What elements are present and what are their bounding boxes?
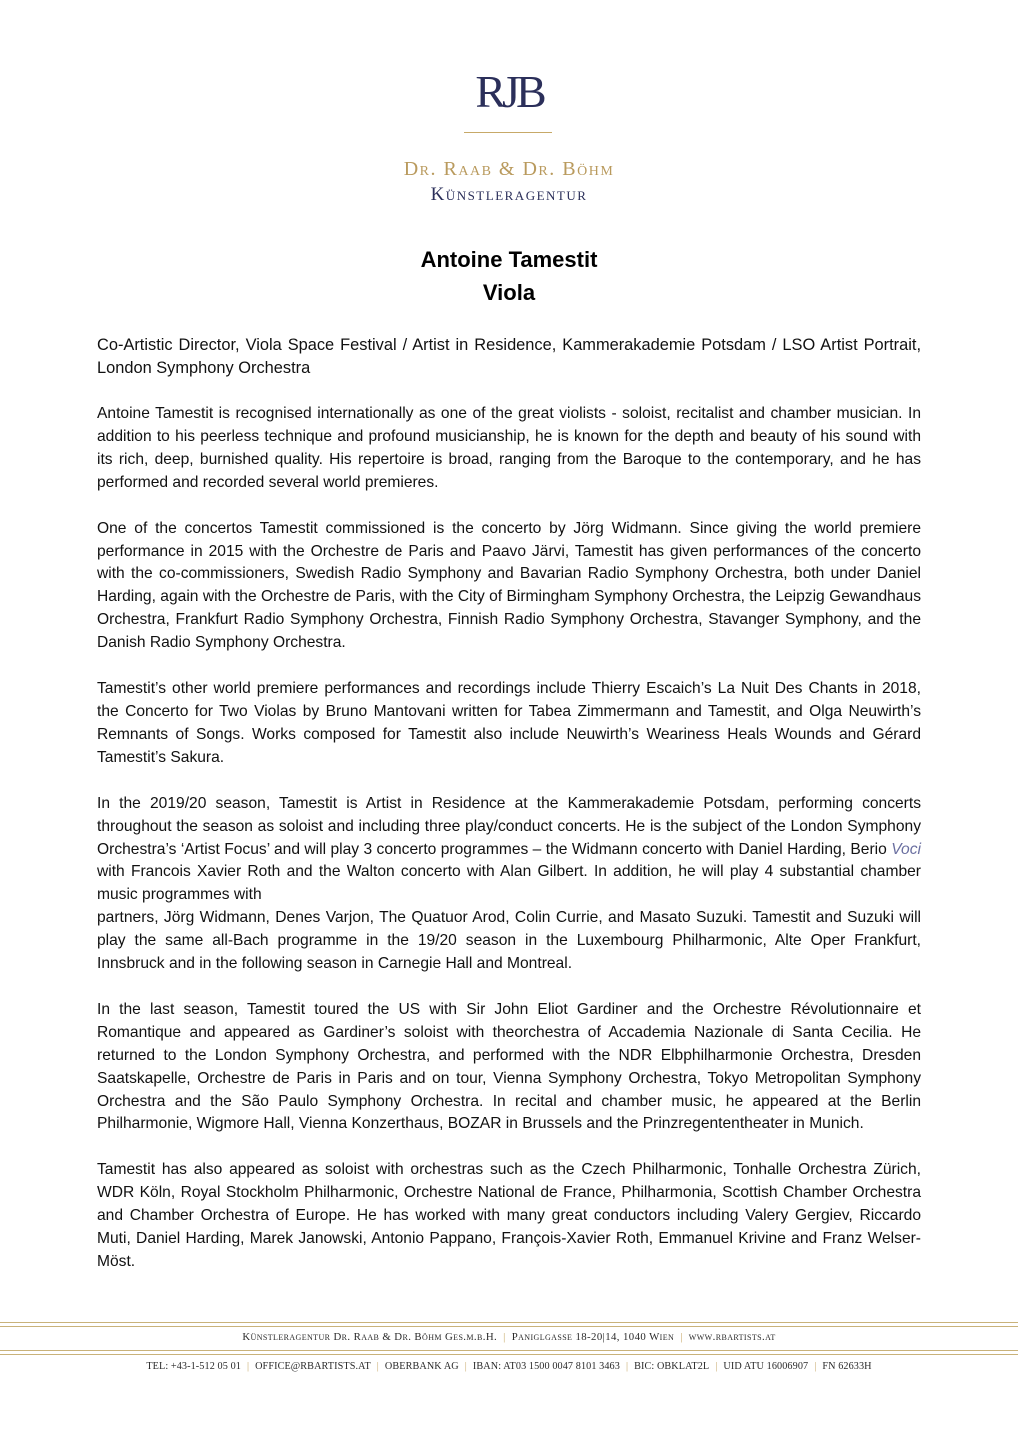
footer-separator: | (246, 1361, 250, 1372)
artist-name: Antoine Tamestit (420, 247, 598, 272)
agency-name: Dr. Raab & Dr. Böhm (403, 158, 615, 180)
footer-rule-top-1 (0, 1322, 1018, 1323)
artist-roles: Co-Artistic Director, Viola Space Festival / Artist in Residence, Kammerakademie Potsdam / LSO Artist Portrait, London Symphony Orchestra (97, 336, 921, 377)
footer-bic: BIC: OBKLAT2L (634, 1361, 710, 1372)
footer-company-line (0, 1331, 1018, 1343)
agency-logo: RJB (475, 66, 543, 117)
footer-tel: TEL: +43-1-512 05 01 (146, 1361, 241, 1372)
footer-uid: UID ATU 16006907 (723, 1361, 809, 1372)
footer-separator: | (625, 1361, 629, 1372)
footer-rule-top-2 (0, 1326, 1018, 1327)
bio-paragraph-4-part-b: with Francois Xavier Roth and the Walton concerto with Alan Gilbert. In addition, he will play 4 substantial chamber music programmes with (97, 863, 921, 904)
bio-paragraph-4-continued: partners, Jörg Widmann, Denes Varjon, The Quatuor Arod, Colin Currie, and Masato Suzuki. Tamestit and Suzuki will play the same all-Bach programme in the 19/20 season in the Luxembourg Philharmonic, Alte Oper Frankfurt, Innsbruck and in the following season in Carnegie Hall and Montreal. (97, 909, 921, 973)
footer-separator: | (680, 1331, 683, 1343)
footer-address: Paniglgasse 18-20|14, 1040 Wien (511, 1331, 675, 1343)
footer-separator: | (376, 1361, 379, 1372)
biography-body (97, 334, 921, 1297)
footer-separator: | (503, 1331, 506, 1343)
bio-paragraph-4 (97, 793, 921, 908)
footer-website[interactable]: www.rbartists.at (688, 1331, 776, 1343)
footer-company: Künstleragentur Dr. Raab & Dr. Böhm Ges.m.b.H. (242, 1331, 498, 1343)
bio-paragraph-6: Tamestit has also appeared as soloist with orchestras such as the Czech Philharmonic, Tonhalle Orchestra Zürich, WDR Köln, Royal Stockholm Philharmonic, Orchestre National de France, Philharmonia, Scottish Chamber Orchestra and Chamber Orchestra of Europe. He has worked with many great conductors including Valery Gergiev, Riccardo Muti, Daniel Harding, Marek Janowski, Antonio Pappano, François-Xavier Roth, Emmanuel Krivine and Franz Welser-Möst. (97, 1161, 921, 1270)
footer-email[interactable]: OFFICE@RBARTISTS.AT (255, 1361, 371, 1372)
footer-fn: FN 62633H (822, 1361, 872, 1372)
agency-subtitle: Künstleragentur (430, 184, 588, 205)
footer-separator: | (715, 1361, 718, 1372)
bio-paragraph-5: In the last season, Tamestit toured the US with Sir John Eliot Gardiner and the Orchestre Révolutionnaire et Romantique and appeared as Gardiner’s soloist with theorchestra of Accademia Nazionale di Santa Cecilia. He returned to the London Symphony Orchestra, and performed with the NDR Elbphilharmonie Orchestra, Dresden Saatskapelle, Orchestre de Paris in Paris and on tour, Vienna Symphony Orchestra, Tokyo Metropolitan Symphony Orchestra and the São Paulo Symphony Orchestra. In recital and chamber music, he appeared at the Berlin Philharmonie, Wigmore Hall, Vienna Konzerthaus, BOZAR in Brussels and the Prinzregententheater in Munich. (97, 1000, 921, 1133)
footer-separator: | (814, 1361, 817, 1372)
footer-contact-line (0, 1361, 1018, 1372)
bio-paragraph-4-part-a: In the 2019/20 season, Tamestit is Artist in Residence at the Kammerakademie Potsdam, performing concerts throughout the season as soloist and including three play/conduct concerts. He is the subject of the London Symphony Orchestra’s ‘Artist Focus’ and will play 3 concerto programmes – the Widmann concerto with Daniel Harding, Berio (97, 794, 921, 858)
voci-work-title: Voci (891, 840, 921, 858)
footer-separator: | (464, 1361, 467, 1372)
bio-paragraph-3: Tamestit’s other world premiere performances and recordings include Thierry Escaich’s La Nuit Des Chants in 2018, the Concerto for Two Violas by Bruno Mantovani written for Tabea Zimmermann and Tamestit, and Olga Neuwirth’s Remnants of Songs. Works composed for Tamestit also include Neuwirth’s Weariness Heals Wounds and Gérard Tamestit’s Sakura. (97, 680, 921, 766)
artist-instrument: Viola (482, 280, 536, 305)
footer-bank: OBERBANK AG (384, 1361, 459, 1372)
bio-paragraph-2: One of the concertos Tamestit commissioned is the concerto by Jörg Widmann. Since giving the world premiere performance in 2015 with the Orchestre de Paris and Paavo Järvi, Tamestit has given performances of the concerto with the co-commissioners, Swedish Radio Symphony and Bavarian Radio Symphony Orchestra, both under Daniel Harding, again with the Orchestre de Paris, with the City of Birmingham Symphony Orchestra, the Leipzig Gewandhaus Orchestra, Frankfurt Radio Symphony Orchestra, Finnish Radio Symphony Orchestra, Stavanger Symphony, and the Danish Radio Symphony Orchestra. (97, 519, 921, 652)
footer-rule-mid-2 (0, 1354, 1018, 1355)
footer-rule-mid-1 (0, 1350, 1018, 1351)
bio-paragraph-1: Antoine Tamestit is recognised internationally as one of the great violists - soloist, recitalist and chamber musician. In addition to his peerless technique and profound musicianship, he is known for the depth and beauty of his sound with its rich, deep, burnished quality. His repertoire is broad, ranging from the Baroque to the contemporary, and he has performed and recorded several world premieres. (97, 405, 921, 491)
logo-divider (464, 132, 552, 133)
footer-iban: IBAN: AT03 1500 0047 8101 3463 (472, 1361, 620, 1372)
